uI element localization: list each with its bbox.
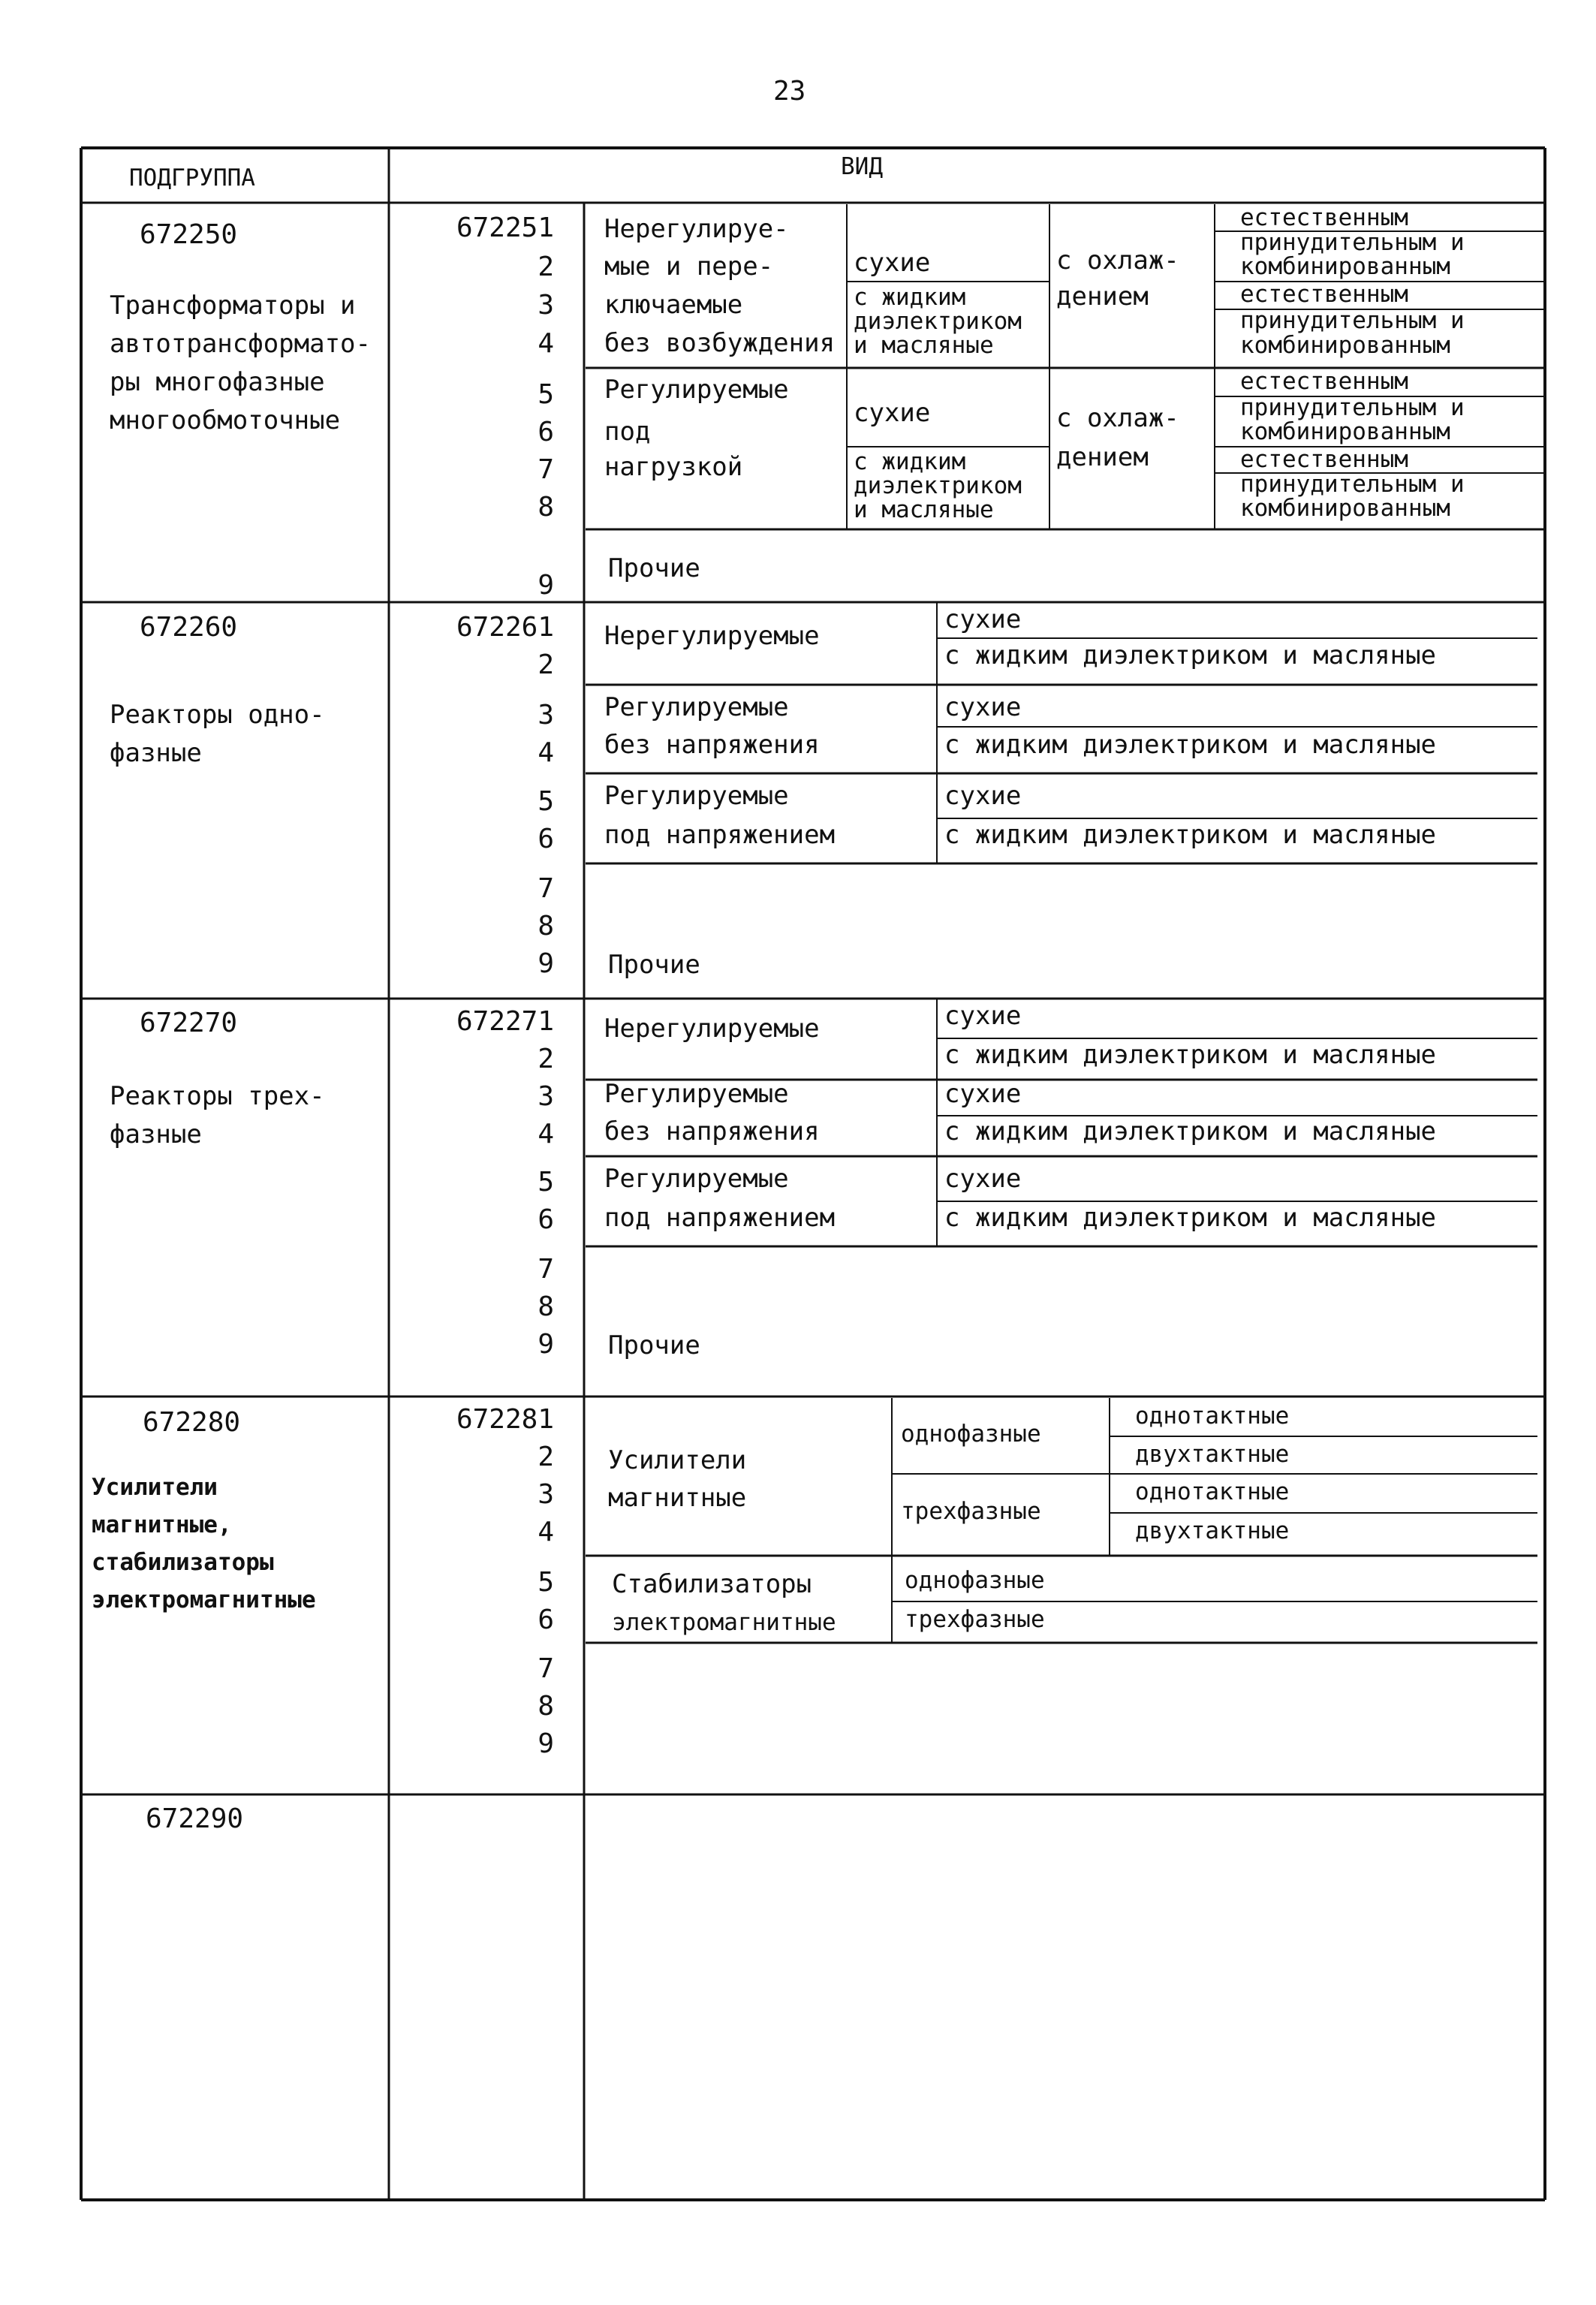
code-cell: 6	[538, 1604, 554, 1635]
sukhie-cell: сухие	[854, 248, 931, 278]
vid-label-line: Регулируемые	[604, 375, 789, 405]
cool-type: комбинированным	[1240, 418, 1450, 445]
code-cell: 6	[538, 417, 554, 447]
code-cell: 8	[538, 911, 554, 942]
code-cell: 9	[538, 570, 554, 601]
code-cell: 9	[538, 1728, 554, 1759]
code-cell: 4	[538, 1119, 554, 1149]
subgroup-name-line: многообмоточные	[110, 405, 341, 435]
vid-label-line: Регулируемые	[604, 781, 789, 811]
cooling-line: с охлаж-	[1056, 246, 1179, 276]
sub-cell: с жидким диэлектриком и масляные	[944, 820, 1437, 850]
cool-type: естественным	[1240, 368, 1408, 395]
sub-cell: сухие	[944, 1079, 1022, 1109]
vid-label-line: Усилители	[608, 1445, 747, 1475]
code-cell: 6	[538, 1204, 554, 1235]
vid-label-line: без возбуждения	[604, 328, 836, 358]
phase-cell: трехфазные	[905, 1606, 1045, 1633]
cool-type: комбинированным	[1240, 332, 1450, 359]
vid-label-line: без напряжения	[604, 1116, 820, 1146]
code-cell: 3	[538, 290, 554, 321]
liquid-line: и масляные	[854, 332, 994, 359]
subgroup-name-line: Реакторы одно-	[110, 700, 325, 730]
vid-label-line: без напряжения	[604, 730, 820, 760]
code-cell: 5	[538, 786, 554, 817]
code-cell: 7	[538, 1653, 554, 1684]
code-cell: 9	[538, 1329, 554, 1360]
phase-cell: однофазные	[905, 1567, 1045, 1594]
vid-label-line: Нерегулируе-	[604, 214, 789, 244]
cool-type: комбинированным	[1240, 253, 1450, 280]
code-cell: 7	[538, 1254, 554, 1285]
subgroup-code: 672270	[140, 1008, 238, 1038]
sub-cell: сухие	[944, 1001, 1022, 1031]
subgroup-name-line: ры многофазные	[110, 367, 325, 397]
liquid-line: с жидким	[854, 448, 966, 475]
page-number: 23	[773, 76, 806, 107]
type-cell: двухтактные	[1135, 1441, 1290, 1468]
cooling-line: дением	[1056, 282, 1149, 312]
vid-label-line: Регулируемые	[604, 1164, 789, 1194]
sub-cell: с жидким диэлектриком и масляные	[944, 640, 1437, 670]
code-cell: 4	[538, 1517, 554, 1547]
type-cell: однотактные	[1135, 1478, 1290, 1505]
code-cell: 2	[538, 1044, 554, 1074]
code-cell: 9	[538, 948, 554, 979]
vid-label-line: Регулируемые	[604, 692, 789, 722]
code-cell: 2	[538, 1442, 554, 1472]
liquid-line: диэлектриком	[854, 308, 1022, 335]
code-cell: 8	[538, 1691, 554, 1722]
code-cell: 5	[538, 1567, 554, 1598]
code-cell: 4	[538, 328, 554, 359]
sub-cell: сухие	[944, 781, 1022, 811]
cool-type: комбинированным	[1240, 495, 1450, 522]
cool-type: принудительным и	[1240, 394, 1465, 421]
code-cell: 3	[538, 700, 554, 731]
liquid-line: диэлектриком	[854, 472, 1022, 499]
cooling-line: с охлаж-	[1056, 403, 1179, 433]
code-cell: 2	[538, 252, 554, 282]
subgroup-name-line: фазные	[110, 738, 202, 768]
sukhie-cell: сухие	[854, 398, 931, 428]
subgroup-name-line: стабилизаторы	[92, 1549, 274, 1576]
vid-label-line: ключаемые	[604, 290, 743, 320]
subgroup-name-line: фазные	[110, 1119, 202, 1149]
cooling-line: дением	[1056, 442, 1149, 472]
code-cell: 5	[538, 379, 554, 410]
code-cell: 3	[538, 1081, 554, 1112]
cool-type: естественным	[1240, 204, 1408, 231]
liquid-line: и масляные	[854, 496, 994, 523]
sub-cell: с жидким диэлектриком и масляные	[944, 730, 1437, 760]
sub-cell: с жидким диэлектриком и масляные	[944, 1040, 1437, 1070]
vid-label-line: под напряжением	[604, 820, 836, 850]
prochie-label: Прочие	[608, 1330, 700, 1360]
code-cell: 7	[538, 873, 554, 904]
vid-label-line: Регулируемые	[604, 1079, 789, 1109]
phase-cell: трехфазные	[901, 1498, 1041, 1525]
prochie-label: Прочие	[608, 553, 700, 583]
cool-type: принудительным и	[1240, 307, 1465, 334]
subgroup-name-line: Трансформаторы и	[110, 291, 356, 321]
cool-type: принудительным и	[1240, 229, 1465, 256]
sub-cell: с жидким диэлектриком и масляные	[944, 1203, 1437, 1233]
header-vid: ВИД	[841, 153, 883, 180]
type-cell: двухтактные	[1135, 1517, 1290, 1544]
subgroup-name-line: автотрансформато-	[110, 329, 371, 359]
code-cell: 7	[538, 454, 554, 485]
vid-label-line: мые и пере-	[604, 252, 774, 282]
vid-label-line: Нерегулируемые	[604, 621, 820, 651]
subgroup-code: 672260	[140, 612, 238, 643]
code-cell: 672281	[456, 1404, 554, 1435]
subgroup-name-line: Усилители	[92, 1474, 218, 1501]
cool-type: естественным	[1240, 446, 1408, 473]
vid-label-line: Стабилизаторы	[612, 1569, 812, 1599]
prochie-label: Прочие	[608, 950, 700, 980]
vid-label-line: под напряжением	[604, 1203, 836, 1233]
vid-label-line: Нерегулируемые	[604, 1014, 820, 1044]
sub-cell: сухие	[944, 604, 1022, 634]
sub-cell: сухие	[944, 692, 1022, 722]
code-cell: 672251	[456, 212, 554, 243]
header-podgruppa: ПОДГРУППА	[129, 164, 255, 191]
subgroup-name-line: магнитные,	[92, 1511, 232, 1538]
code-cell: 8	[538, 1291, 554, 1322]
vid-label-line: электромагнитные	[612, 1609, 836, 1636]
phase-cell: однофазные	[901, 1421, 1041, 1448]
code-cell: 672261	[456, 612, 554, 643]
sub-cell: с жидким диэлектриком и масляные	[944, 1116, 1437, 1146]
subgroup-name-line: электромагнитные	[92, 1586, 316, 1614]
sub-cell: сухие	[944, 1164, 1022, 1194]
code-cell: 2	[538, 649, 554, 680]
code-cell: 5	[538, 1167, 554, 1198]
subgroup-code: 672290	[146, 1803, 244, 1834]
type-cell: однотактные	[1135, 1403, 1290, 1430]
vid-label-line: под	[604, 417, 651, 447]
code-cell: 8	[538, 492, 554, 523]
subgroup-code: 672280	[143, 1407, 241, 1438]
cool-type: естественным	[1240, 281, 1408, 308]
code-cell: 672271	[456, 1006, 554, 1037]
code-cell: 4	[538, 737, 554, 768]
vid-label-line: нагрузкой	[604, 452, 743, 482]
code-cell: 3	[538, 1479, 554, 1510]
liquid-line: с жидким	[854, 284, 966, 311]
subgroup-code: 672250	[140, 219, 238, 250]
cool-type: принудительным и	[1240, 471, 1465, 498]
code-cell: 6	[538, 824, 554, 854]
vid-label-line: магнитные	[608, 1483, 747, 1513]
subgroup-name-line: Реакторы трех-	[110, 1081, 325, 1111]
